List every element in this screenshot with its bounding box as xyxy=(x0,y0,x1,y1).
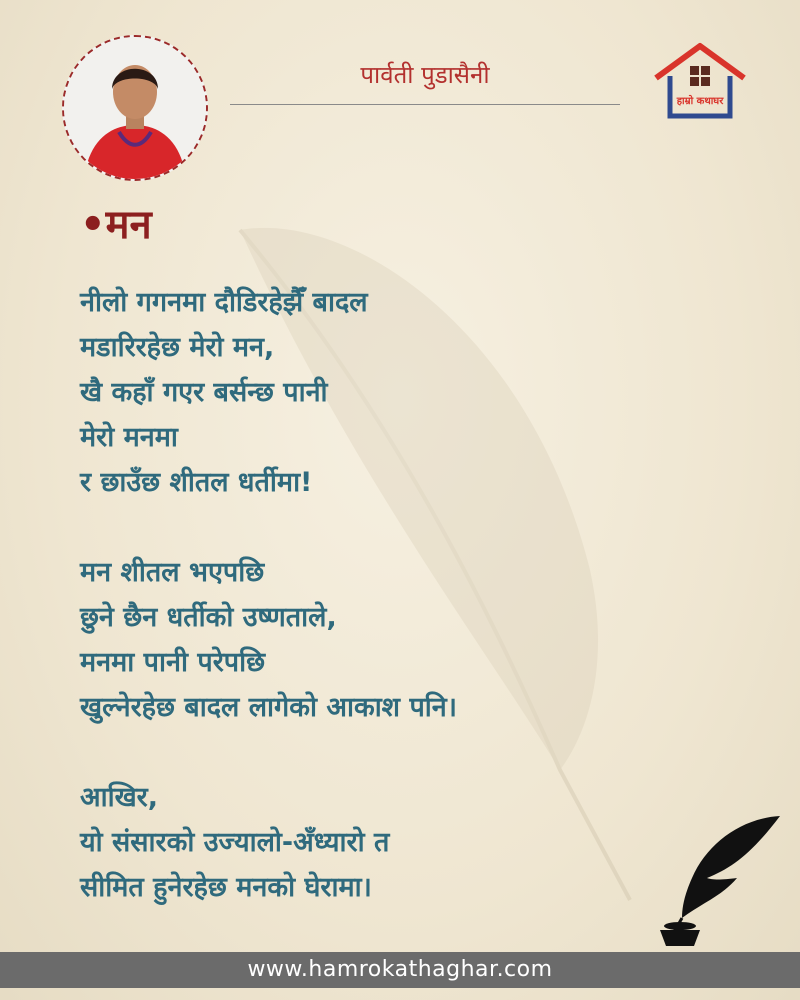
stanza xyxy=(80,280,457,505)
logo-text: हाम्रो कथाघर xyxy=(676,96,724,107)
stanza xyxy=(80,550,457,730)
poem-title: •मन xyxy=(80,202,152,248)
poem-line: मडारिरहेछ मेरो मन, xyxy=(80,332,275,363)
author-divider xyxy=(230,104,620,105)
poem-line: खै कहाँ गएर बर्सन्छ पानी xyxy=(80,377,328,408)
poem-line: सीमित हुनेरहेछ मनको घेरामा। xyxy=(80,872,372,903)
author-name: पार्वती पुडासैनी xyxy=(360,61,490,89)
house-logo-icon xyxy=(650,40,750,120)
poem-line: खुल्नेरहेछ बादल लागेको आकाश पनि। xyxy=(80,692,457,723)
poem-line: छुने छैन धर्तीको उष्णताले, xyxy=(80,602,337,633)
poem-line: यो संसारको उज्यालो-अँध्यारो त xyxy=(80,827,390,858)
poem-body xyxy=(80,280,457,955)
stanza xyxy=(80,775,457,910)
poem-line: मनमा पानी परेपछि xyxy=(80,647,266,678)
author-photo xyxy=(62,35,208,181)
poem-line: र छाउँछ शीतल धर्तीमा! xyxy=(80,467,313,498)
poem-line: मेरो मनमा xyxy=(80,422,178,453)
poem-line: आखिर, xyxy=(80,782,158,813)
poem-line: नीलो गगनमा दौडिरहेझैँ बादल xyxy=(80,287,368,318)
footer-website-link[interactable]: www.hamrokathaghar.com xyxy=(0,952,800,988)
quill-inkpot-icon xyxy=(652,808,786,948)
poem-line: मन शीतल भएपछि xyxy=(80,557,265,588)
